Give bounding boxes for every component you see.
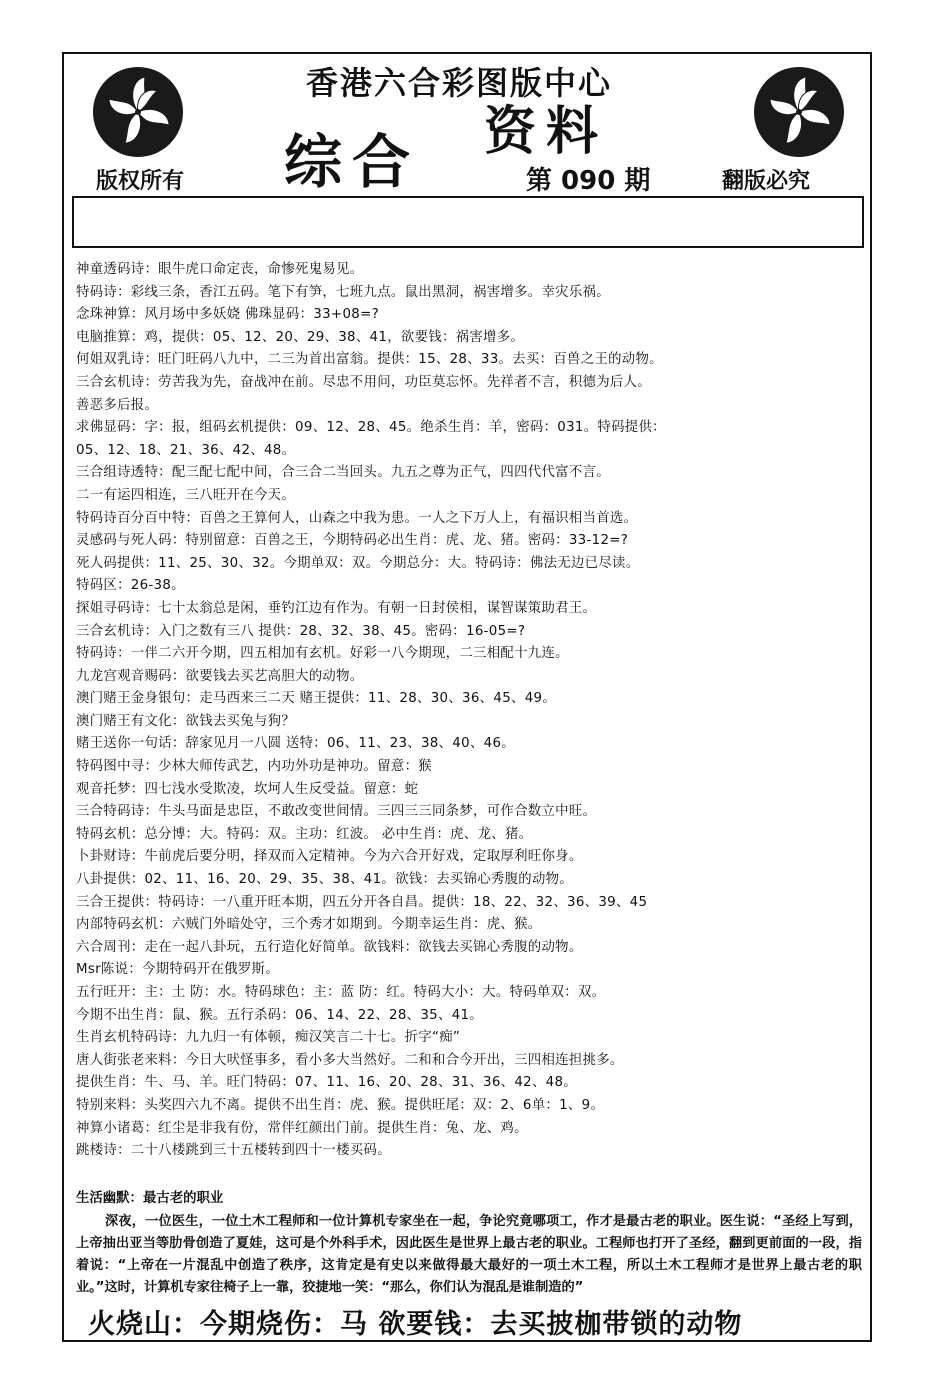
document-frame <box>62 52 872 1342</box>
copyright-notice: 版权所有 <box>96 169 185 194</box>
content-line: 生肖玄机特码诗：九九归一有体顿，痴汉笑言二十七。折字“痴” <box>76 1030 461 1046</box>
content-line: 特码诗：彩线三条，香江五码。笔下有笋，七班九点。鼠出黑洞，祸害增多。幸灾乐祸。 <box>76 284 610 300</box>
content-line: 死人码提供：11、25、30、32。今期单双：双。今期总分：大。特码诗：佛法无边已尽读。 <box>76 555 640 571</box>
content-line: 今期不出生肖：鼠、猴。五行杀码：06、14、22、28、35、41。 <box>76 1007 484 1023</box>
story-title: 生活幽默：最古老的职业 <box>76 1191 224 1206</box>
content-line: 九龙宫观音赐码：欲要钱去买艺高胆大的动物。 <box>76 668 364 684</box>
publisher-title: 香港六合彩图版中心 <box>305 64 612 102</box>
content-line: 八卦提供：02、11、16、20、29、35、38、41。欲钱：去买锦心秀腹的动物。 <box>76 872 574 888</box>
content-line: 特码玄机：总分博：大。特码：双。主功：红波。 必中生肖：虎、龙、猪。 <box>76 826 533 842</box>
content-line: 求佛显码：字：报，组码玄机提供：09、12、28、45。绝杀生肖：羊，密码：031。特码提供： <box>76 420 666 436</box>
content-lines <box>76 259 866 1163</box>
bauhinia-flower-icon <box>93 67 183 157</box>
footer-banner: 火烧山：今期烧伤：马 欲要钱：去买披枷带锁的动物 <box>88 1309 743 1340</box>
content-line: 内部特码玄机：六贼门外暗处守，三个秀才如期到。今期幸运生肖：虎、猴。 <box>76 917 542 933</box>
content-line: 善恶多后报。 <box>76 397 159 413</box>
content-line: 跳楼诗：二十八楼跳到三十五楼转到四十一楼买码。 <box>76 1143 391 1159</box>
content-line: 探姐寻码诗：七十太翁总是闲，垂钓江边有作为。有朝一日封侯相，谋智谋策助君王。 <box>76 600 597 616</box>
content-line: 赌王送你一句话：辞家见月一八圆 送特：06、11、23、38、40、46。 <box>76 736 515 752</box>
content-line: 灵感码与死人码：特别留意：百兽之王，今期特码必出生肖：虎、龙、猪。密码：33-12=? <box>76 533 629 549</box>
humor-story <box>76 1188 862 1299</box>
bauhinia-flower-icon <box>754 67 844 157</box>
content-line: 特码图中寻：少林大师传武艺，内功外功是神功。留意：猴 <box>76 759 432 775</box>
content-line: 念珠神算：风月场中多妖娆 佛珠显码：33+08=? <box>76 307 380 323</box>
content-line: 三合组诗透特：配三配七配中间，合三合二当回头。九五之尊为正气，四四代代富不言。 <box>76 465 610 481</box>
content-line: 六合周刊：走在一起八卦玩，五行造化好简单。欲钱料：欲钱去买锦心秀腹的动物。 <box>76 939 583 955</box>
content-line: 特码诗百分百中特：百兽之王算何人，山森之中我为患。一人之下万人上，有福识相当首选。 <box>76 510 638 526</box>
content-line: 电脑推算：鸡，提供：05、12、20、29、38、41，欲要钱：祸害增多。 <box>76 329 525 345</box>
content-line: 何姐双乳诗：旺门旺码八九中，二三为首出富翁。提供：15、28、33。去买：百兽之王的动物。 <box>76 352 663 368</box>
content-line: 二一有运四相连，三八旺开在今天。 <box>76 487 296 503</box>
main-title-right: 资料 <box>484 101 609 162</box>
main-title-left: 综合 <box>284 128 421 196</box>
content-line: 特码诗：一伴二六开今期，四五相加有玄机。好彩一八今期现，二三相配十九连。 <box>76 646 569 662</box>
content-line: 神童透码诗：眼牛虎口命定丧，命惨死鬼易见。 <box>76 262 364 277</box>
reprint-warning: 翻版必究 <box>722 169 811 194</box>
content-line: 澳门赌王有文化：欲钱去买兔与狗？ <box>76 713 296 729</box>
content-line: 05、12、18、21、36、42、48。 <box>76 442 296 458</box>
content-line: 三合王提供：特码诗：一八重开旺本期，四五分开各自昌。提供：18、22、32、36、39、45 <box>76 894 648 910</box>
issue-number: 第 090 期 <box>526 166 651 196</box>
content-line: 特码区：26-38。 <box>76 578 185 594</box>
content-line: 观音托梦：四七浅水受欺凌，坎坷人生反受益。留意：蛇 <box>76 781 419 797</box>
content-line: 卜卦财诗：牛前虎后要分明，择双而入定精神。今为六合开好戏，定取厚利旺你身。 <box>76 849 583 865</box>
content-line: 特别来料：头奖四六九不离。提供不出生肖：虎、猴。提供旺尾：双：2、6单：1、9。 <box>76 1097 605 1113</box>
content-line: 五行旺开：主：土 防：水。特码球色：主：蓝 防：红。特码大小：大。特码单双：双。 <box>76 985 606 1000</box>
content-line: 提供生肖：牛、马、羊。旺门特码：07、11、16、20、28、31、36、42、48。 <box>76 1075 578 1091</box>
blank-banner-box <box>72 196 864 248</box>
content-line: Msr陈说：今期特码开在俄罗斯。 <box>76 962 279 978</box>
content-line: 澳门赌王金身银句：走马西来三二天 赌王提供：11、28、30、36、45、49。 <box>76 691 557 707</box>
content-line: 三合玄机诗：入门之数有三八 提供：28、32、38、45。密码：16-05=? <box>76 623 526 639</box>
content-line: 唐人街张老来料：今日大吠怪事多，看小多大当然好。二和和合今开出，三四相连担挑多。 <box>76 1052 624 1068</box>
content-line: 神算小诸葛：红尘是非我有份，常伴红颜出门前。提供生肖：兔、龙、鸡。 <box>76 1120 528 1136</box>
content-line: 三合玄机诗：劳苦我为先，奋战冲在前。尽忠不用问，功臣莫忘怀。先祥者不言，积德为后人。 <box>76 374 652 390</box>
content-line: 三合特码诗：牛头马面是忠臣，不敢改变世间情。三四三三同条梦，可作合数立中旺。 <box>76 804 597 820</box>
story-body: 深夜，一位医生，一位土木工程师和一位计算机专家坐在一起，争论究竟哪项工，作才是最古老的职业。医生说：“圣经上写到，上帝抽出亚当等肋骨创造了夏娃，这可是个外科手术，因此医生是世界上最古老的职业。工程师也打开了圣经，翻到更前面的一段，指着说：“上帝在一片混乱中创造了秩序，这肯定是有史以来做得最大最好的一项土木工程，所以土木工程师才是世界上最古老的职业。”这时，计算机专家往椅子上一靠，狡捷地一笑：“那么，你们认为混乱是谁制造的” <box>76 1213 862 1295</box>
